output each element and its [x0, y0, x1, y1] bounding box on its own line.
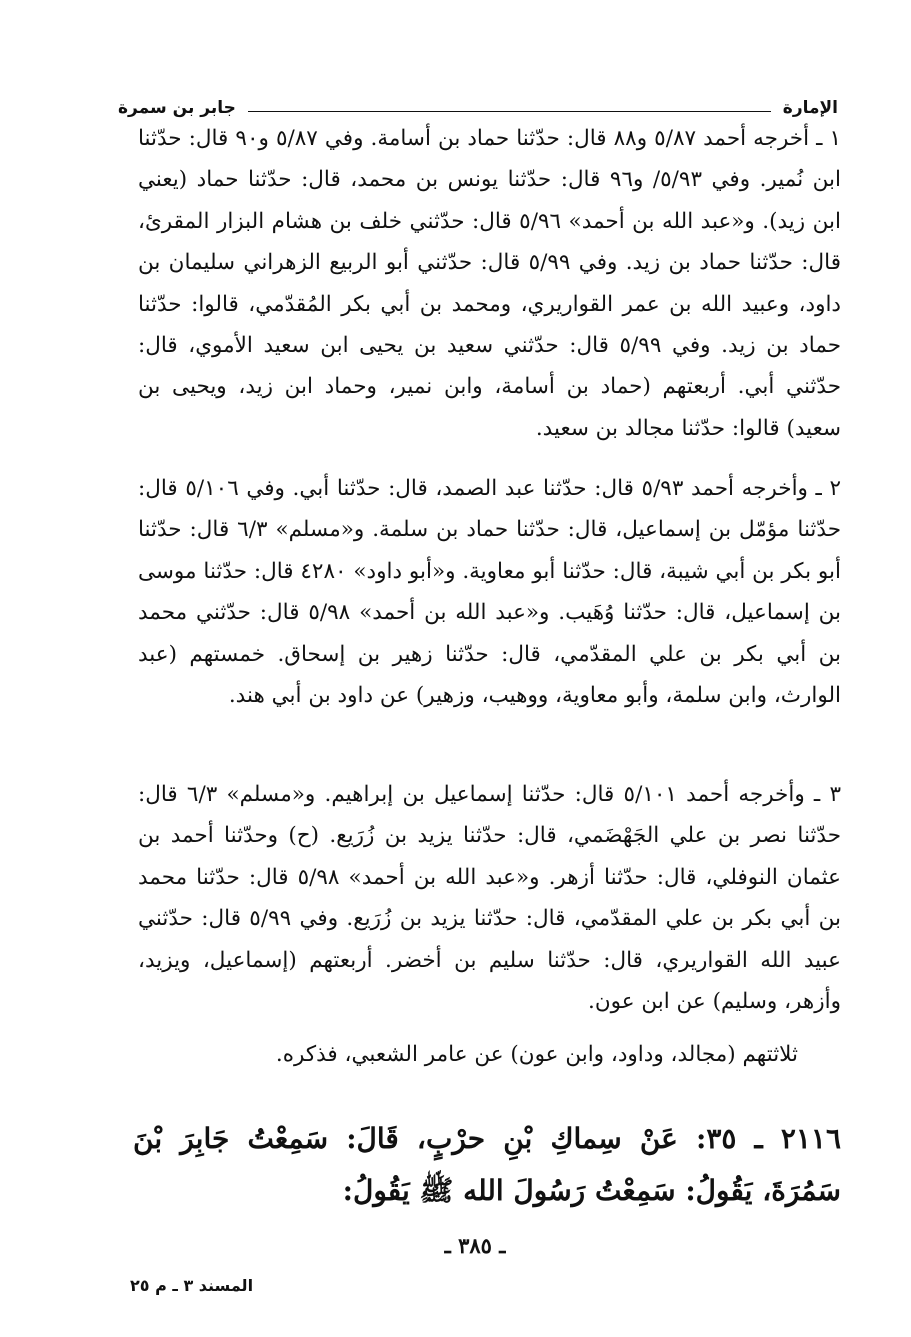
printer-signature: المسند ٣ ـ م ٢٥	[130, 1276, 254, 1295]
running-header	[118, 88, 838, 118]
header-chapter-title: الإمارة	[782, 98, 838, 118]
paragraph-3: ٣ ـ وأخرجه أحمد ٥/١٠١ قال: حدّثنا إسماعيل بن إبراهيم. و«مسلم» ٦/٣ قال: حدّثنا نصر بن علي الجَهْضَمي، قال: حدّثنا يزيد بن زُرَيع. (ح) وحدّثنا أحمد بن عثمان النوفلي، قال: حدّثنا أزهر. و«عبد الله بن أحمد» ٥/٩٨ قال: حدّثنا محمد بن أبي بكر بن علي المقدّمي، قال: حدّثنا يزيد بن زُرَيع. وفي ٥/٩٩ قال: حدّثني عبيد الله القواريري، قال: حدّثنا سليم بن أخضر. أربعتهم (إسماعيل، ويزيد، وأزهر، وسليم) عن ابن عون.	[138, 782, 841, 1015]
paragraph-2: ٢ ـ وأخرجه أحمد ٥/٩٣ قال: حدّثنا عبد الصمد، قال: حدّثنا أبي. وفي ٥/١٠٦ قال: حدّثنا مؤمّل بن إسماعيل، قال: حدّثنا حماد بن سلمة. و«مسلم» ٦/٣ قال: حدّثنا أبو بكر بن أبي شيبة، قال: حدّثنا أبو معاوية. و«أبو داود» ٤٢٨٠ قال: حدّثنا موسى بن إسماعيل، قال: حدّثنا وُهَيب. و«عبد الله بن أحمد» ٥/٩٨ قال: حدّثني محمد بن أبي بكر بن علي المقدّمي، قال: حدّثنا زهير بن إسحاق. خمستهم (عبد الوارث، وابن سلمة، وأبو معاوية، ووهيب، وزهير) عن داود بن أبي هند.	[138, 476, 841, 709]
page-number: ـ ٣٨٥ ـ	[444, 1233, 506, 1258]
header-rule	[248, 111, 771, 112]
hadith-text: ٢١١٦ ـ ٣٥: عَنْ سِماكِ بْنِ حرْبٍ، قَالَ: سَمِعْتُ جَابِرَ بْنَ سَمُرَةَ، يَقُولُ: سَمِعْتُ رَسُولَ الله ﷺ يَقُولُ:	[133, 1122, 841, 1207]
conclusion-line: ثلاثتهم (مجالد، وداود، وابن عون) عن عامر الشعبي، فذكره.	[275, 1042, 798, 1067]
paragraph-1: ١ ـ أخرجه أحمد ٥/٨٧ و٨٨ قال: حدّثنا حماد بن أسامة. وفي ٥/٨٧ و٩٠ قال: حدّثنا ابن نُمير. وفي ٥/٩٣/ و٩٦ قال: حدّثنا يونس بن محمد، قال: حدّثنا حماد (يعني ابن زيد). و«عبد الله بن أحمد» ٥/٩٦ قال: حدّثني خلف بن هشام البزار المقرئ، قال: حدّثنا حماد بن زيد. وفي ٥/٩٩ قال: حدّثني أبو الربيع الزهراني سليمان بن داود، وعبيد الله بن عمر القواريري، ومحمد بن أبي بكر المُقدّمي، قالوا: حدّثنا حماد بن زيد. وفي ٥/٩٩ قال: حدّثني سعيد بن يحيى ابن سعيد الأموي، قال: حدّثني أبي. أربعتهم (حماد بن أسامة، وابن نمير، وحماد ابن زيد، ويحيى بن سعيد) قالوا: حدّثنا مجالد بن سعيد.	[138, 126, 842, 441]
header-section-title: جابر بن سمرة	[118, 98, 236, 118]
